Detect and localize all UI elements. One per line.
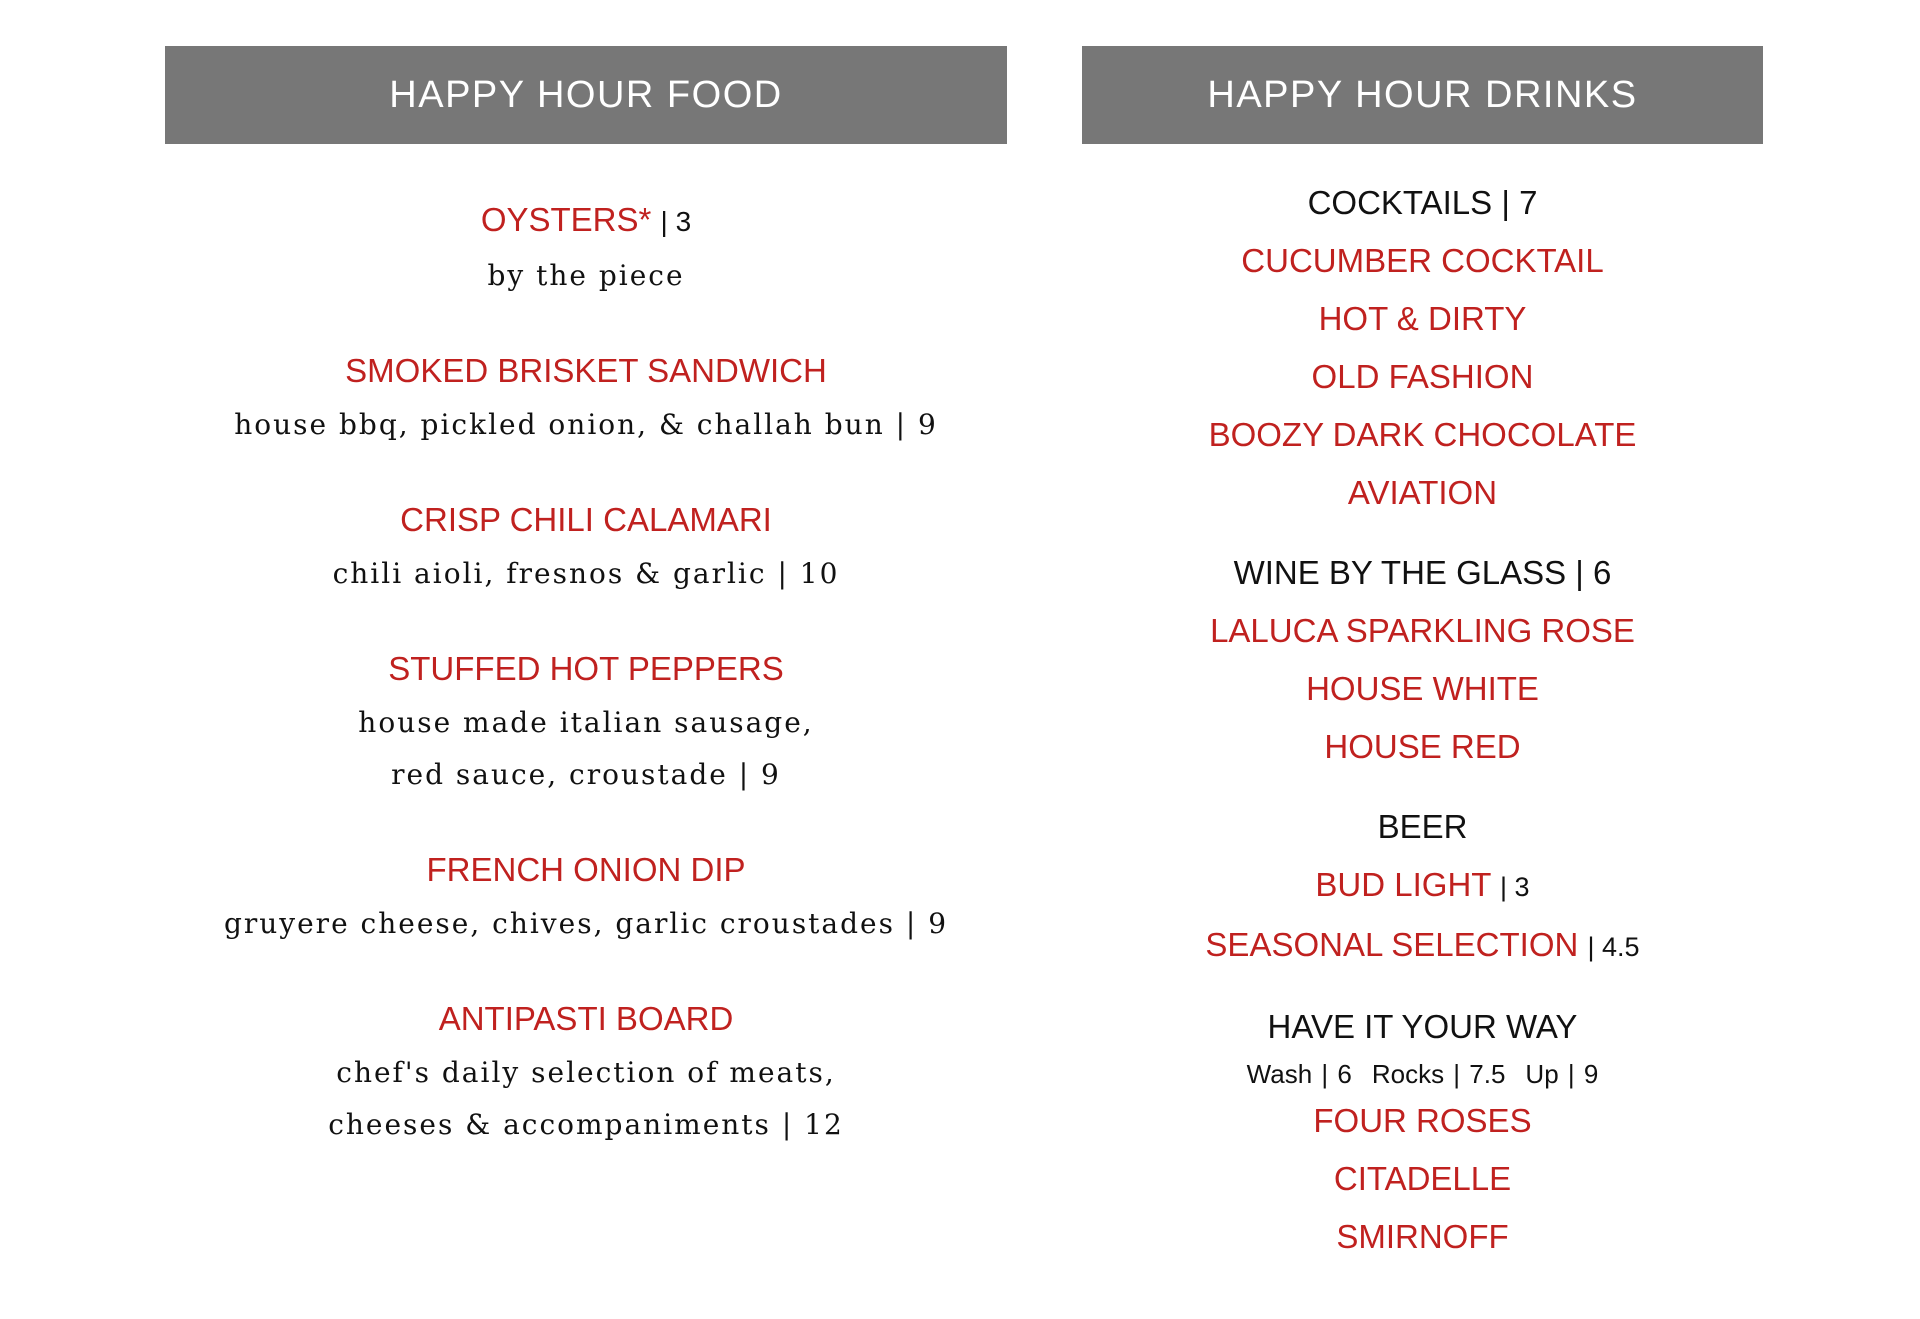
food-item-description: house bbq, pickled onion, & challah bun | 9	[234, 408, 938, 441]
drink-group-title: WINE BY THE GLASS | 6	[1233, 554, 1612, 591]
drink-item: AVIATION	[1347, 474, 1498, 511]
drink-item: OLD FASHION	[1311, 358, 1534, 395]
drinks-menu-column	[1082, 46, 1763, 1288]
food-item-description: by the piece	[487, 259, 685, 292]
drink-group-title: BEER	[1377, 808, 1468, 845]
food-item-onion-dip	[165, 842, 1007, 950]
drink-item: LALUCA SPARKLING ROSE	[1210, 612, 1635, 649]
food-item-list	[165, 192, 1007, 1151]
food-item-hot-peppers	[165, 641, 1007, 801]
food-item-brisket	[165, 343, 1007, 451]
food-item-description: gruyere cheese, chives, garlic croustades | 9	[223, 907, 949, 940]
pour-option-up: Up | 9	[1525, 1059, 1599, 1089]
food-item-name: CRISP CHILI CALAMARI	[400, 501, 772, 538]
drink-item: CUCUMBER COCKTAIL	[1241, 242, 1604, 279]
food-item-description: house made italian sausage,	[358, 706, 814, 739]
food-item-name: OYSTERS* | 3	[480, 201, 692, 238]
food-item-description: red sauce, croustade | 9	[391, 758, 781, 791]
drink-item: HOUSE WHITE	[1306, 670, 1539, 707]
drink-item: SEASONAL SELECTION | 4.5	[1205, 926, 1640, 963]
food-item-price: | 3	[660, 206, 692, 237]
drink-group-title: HAVE IT YOUR WAY	[1267, 1008, 1578, 1045]
food-item-name: STUFFED HOT PEPPERS	[388, 650, 784, 687]
drink-item: BUD LIGHT | 3	[1315, 866, 1530, 903]
food-header-banner	[165, 46, 1007, 144]
food-item-oysters	[165, 192, 1007, 302]
food-header-title: HAPPY HOUR FOOD	[389, 73, 783, 116]
drink-item: BOOZY DARK CHOCOLATE	[1208, 416, 1637, 453]
drink-item: SMIRNOFF	[1336, 1218, 1509, 1255]
food-item-description: chili aioli, fresnos & garlic | 10	[332, 557, 840, 590]
drinks-header-banner	[1082, 46, 1763, 144]
drink-group-cocktails	[1082, 174, 1763, 522]
drink-item: HOT & DIRTY	[1318, 300, 1527, 337]
drink-item-price: | 4.5	[1587, 932, 1640, 962]
drink-item: HOUSE RED	[1324, 728, 1521, 765]
food-item-calamari	[165, 492, 1007, 600]
food-item-name: FRENCH ONION DIP	[426, 851, 746, 888]
food-item-description: chef's daily selection of meats,	[336, 1056, 836, 1089]
food-item-antipasti	[165, 991, 1007, 1151]
drink-group-beer	[1082, 798, 1763, 976]
food-menu-column	[165, 46, 1007, 1192]
drink-group-list	[1082, 174, 1763, 1266]
pour-option-rocks: Rocks | 7.5	[1371, 1059, 1506, 1089]
drink-group-wine	[1082, 544, 1763, 776]
drink-group-have-it-your-way	[1082, 998, 1763, 1266]
food-item-name: SMOKED BRISKET SANDWICH	[345, 352, 827, 389]
pour-option-wash: Wash | 6	[1246, 1059, 1352, 1089]
drinks-header-title: HAPPY HOUR DRINKS	[1207, 73, 1638, 116]
drink-item-price: | 3	[1500, 872, 1530, 902]
pour-options	[1082, 1056, 1763, 1092]
food-item-description: cheeses & accompaniments | 12	[328, 1108, 844, 1141]
drink-item: FOUR ROSES	[1313, 1102, 1532, 1139]
drink-group-title: COCKTAILS | 7	[1307, 184, 1538, 221]
food-item-name: ANTIPASTI BOARD	[438, 1000, 734, 1037]
drink-item: CITADELLE	[1333, 1160, 1512, 1197]
